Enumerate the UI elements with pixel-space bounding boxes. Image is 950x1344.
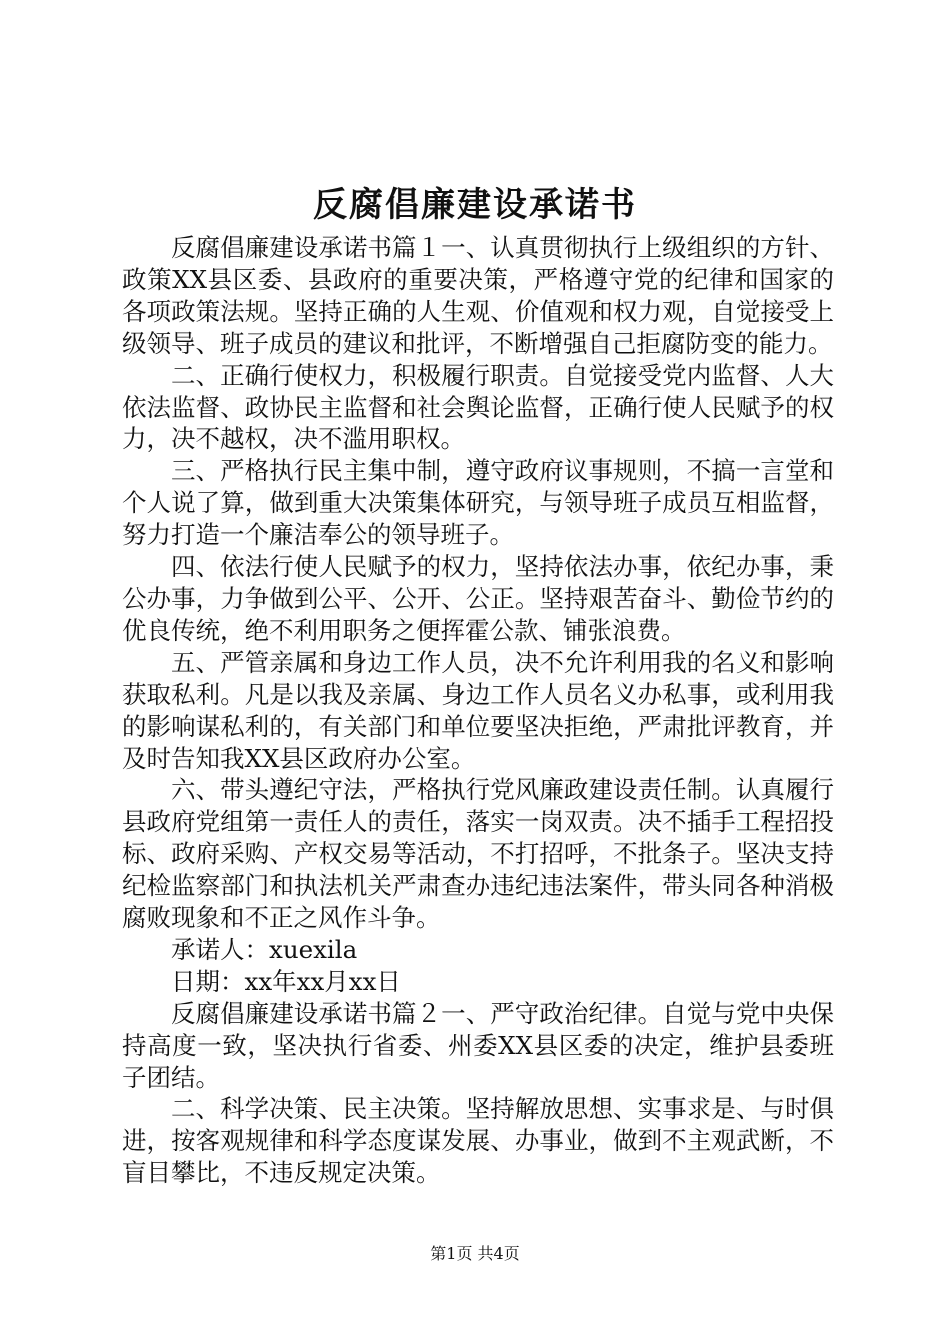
- paragraph: 五、严管亲属和身边工作人员，决不允许利用我的名义和影响获取私利。凡是以我及亲属、身边工作人员名义办私事，或利用我的影响谋私利的，有关部门和单位要坚决拒绝，严肃批评教育，并及时告知我XX县区政府办公室。: [122, 647, 834, 773]
- document-body: [122, 232, 834, 1189]
- paragraph: 二、正确行使权力，积极履行职责。自觉接受党内监督、人大依法监督、政协民主监督和社会舆论监督，正确行使人民赋予的权力，决不越权，决不滥用职权。: [122, 360, 834, 454]
- date-line: 日期：xx年xx月xx日: [171, 966, 401, 996]
- paragraph: 四、依法行使人民赋予的权力，坚持依法办事，依纪办事，秉公办事，力争做到公平、公开、公正。坚持艰苦奋斗、勤俭节约的优良传统，绝不利用职务之便挥霍公款、铺张浪费。: [122, 552, 834, 645]
- paragraph: 六、带头遵纪守法，严格执行党风廉政建设责任制。认真履行县政府党组第一责任人的责任，落实一岗双责。决不插手工程招投标、政府采购、产权交易等活动，不打招呼，不批条子。坚决支持纪检监察部门和执法机关严肃查办违纪违法案件，带头同各种消极腐败现象和不正之风作斗争。: [122, 775, 834, 933]
- paragraph: 三、严格执行民主集中制，遵守政府议事规则，不搞一言堂和个人说了算，做到重大决策集体研究，与领导班子成员互相监督，努力打造一个廉洁奉公的领导班子。: [122, 456, 834, 550]
- signer-line: 承诺人：xuexila: [171, 934, 358, 964]
- paragraph: 二、科学决策、民主决策。坚持解放思想、实事求是、与时俱进，按客观规律和科学态度谋发展、办事业，做到不主观武断，不盲目攀比，不违反规定决策。: [122, 1094, 834, 1188]
- document-title: 反腐倡廉建设承诺书: [313, 185, 637, 225]
- page-footer: 第1页 共4页: [430, 1244, 520, 1263]
- paragraph: 反腐倡廉建设承诺书篇２一、严守政治纪律。自觉与党中央保持高度一致，坚决执行省委、州委XX县区委的决定，维护县委班子团结。: [122, 998, 834, 1092]
- paragraph: 反腐倡廉建设承诺书篇１一、认真贯彻执行上级组织的方针、政策XX县区委、县政府的重要决策，严格遵守党的纪律和国家的各项政策法规。坚持正确的人生观、价值观和权力观，自觉接受上级领导、班子成员的建议和批评，不断增强自己拒腐防变的能力。: [122, 233, 834, 358]
